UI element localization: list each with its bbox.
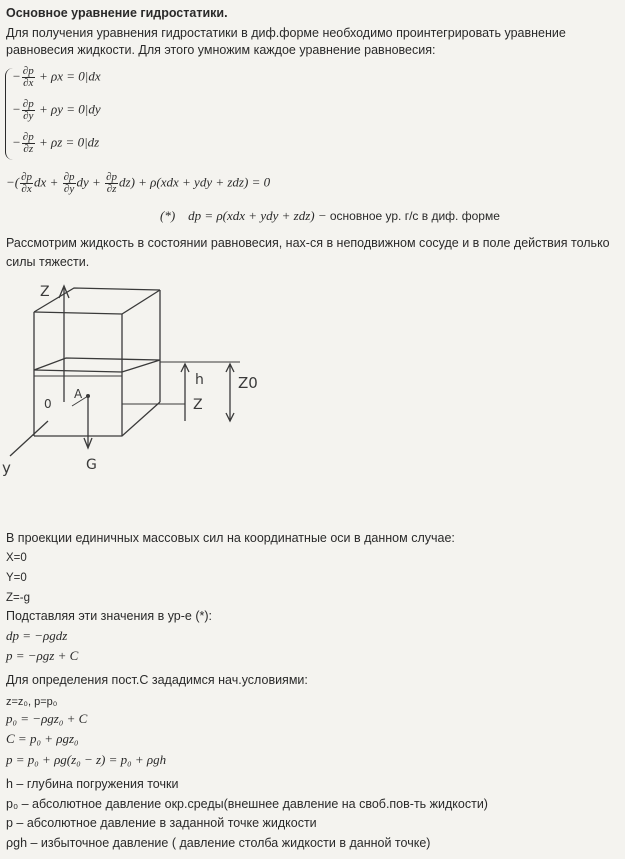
- main-eq-marker: (*): [160, 208, 176, 223]
- constant-intro: Для определения пост.С зададимся нач.условиями:: [6, 673, 308, 687]
- z-label: Z: [193, 397, 203, 413]
- sum-prefix: −(: [6, 174, 20, 190]
- equation-c: C = p₀ + ρgz₀: [6, 731, 79, 746]
- equation-p0: p₀ = −ρgz₀ + C: [6, 711, 88, 726]
- eq3-rest: + ρz = 0|dz: [38, 134, 100, 150]
- sum-suffix: ) + ρ(xdx + ydy + zdz) = 0: [130, 174, 271, 190]
- eq2-rest: + ρy = 0|dy: [38, 101, 101, 117]
- sum-den-2: ∂y: [63, 183, 75, 195]
- eq1-den: ∂x: [23, 77, 34, 89]
- substituting-text: Подставляя эти значения в ур-е (*):: [6, 609, 213, 623]
- sum-num-1: ∂p: [21, 171, 33, 183]
- definition-h: h – глубина погружения точки: [6, 777, 179, 791]
- intro-line-2: равновесия жидкости. Для этого умножим каждое уравнение равновесия:: [6, 43, 436, 57]
- point-a-marker: [86, 394, 90, 398]
- sum-term-1: dx +: [34, 174, 59, 190]
- equation-final: p = p₀ + ρg(z₀ − z) = p₀ + ρgh: [6, 752, 167, 767]
- y-axis-label: y: [2, 459, 11, 477]
- eq3-num: ∂p: [22, 131, 34, 143]
- sum-den-1: ∂x: [21, 183, 32, 195]
- projections-intro: В проекции единичных массовых сил на координатные оси в данном случае:: [6, 531, 455, 545]
- sum-equation: [6, 172, 270, 195]
- eq2-den: ∂y: [23, 110, 34, 122]
- main-eq-formula: dp = ρ(xdx + ydy + zdz) −: [188, 208, 327, 223]
- equation-p: p = −ρgz + C: [6, 648, 79, 663]
- initial-conditions: z=z₀, p=p₀: [6, 696, 58, 708]
- definition-rgh: ρgh – избыточное давление ( давление столба жидкости в данной точке): [6, 836, 431, 850]
- equation-dp: dp = −ρgdz: [6, 628, 68, 643]
- origin-label: 0: [44, 397, 52, 411]
- consider-line-2: силы тяжести.: [6, 255, 90, 269]
- sum-den-3: ∂z: [106, 183, 117, 195]
- sum-term-3: dz: [119, 174, 131, 190]
- gravity-label: G: [86, 457, 97, 473]
- eq1-num: ∂p: [22, 65, 34, 77]
- intro-line-1: Для получения уравнения гидростатики в диф.форме необходимо проинтегрировать уравнение: [6, 26, 566, 40]
- projection-y: Y=0: [6, 572, 27, 584]
- point-a-label: A: [74, 387, 83, 401]
- sum-num-2: ∂p: [63, 171, 75, 183]
- definition-p: p – абсолютное давление в заданной точке жидкости: [6, 816, 317, 830]
- z-axis-label: Z: [40, 284, 50, 300]
- consider-line-1: Рассмотрим жидкость в состоянии равновесия, нах-ся в неподвижном сосуде и в поле действия только: [6, 236, 610, 250]
- projection-z: Z=-g: [6, 592, 30, 604]
- main-eq-note: основное ур. г/с в диф. форме: [329, 209, 500, 223]
- eq2-num: ∂p: [22, 98, 34, 110]
- sum-term-2: dy +: [76, 174, 101, 190]
- equation-x: − $\frac{\partial p}{\partial x}$ + ρx = 0|dx: [12, 65, 101, 89]
- equation-y: − $\frac{\partial p}{\partial y}$ + ρy = 0|dy: [12, 98, 101, 122]
- projection-x: X=0: [6, 552, 27, 564]
- definition-p0: p₀ – абсолютное давление окр.среды(внешнее давление на своб.пов-ть жидкости): [6, 797, 488, 811]
- eq3-den: ∂z: [23, 143, 34, 155]
- equation-z: − $\frac{\partial p}{\partial z}$ + ρz = 0|dz: [12, 131, 100, 155]
- vessel-diagram: [0, 276, 290, 494]
- main-equation: [160, 208, 500, 224]
- eq1-rest: + ρx = 0|dx: [38, 68, 101, 84]
- h-label: h: [195, 372, 204, 388]
- page-title: Основное уравнение гидростатики.: [6, 6, 228, 20]
- sum-num-3: ∂p: [106, 171, 118, 183]
- z0-label: Z0: [238, 374, 258, 392]
